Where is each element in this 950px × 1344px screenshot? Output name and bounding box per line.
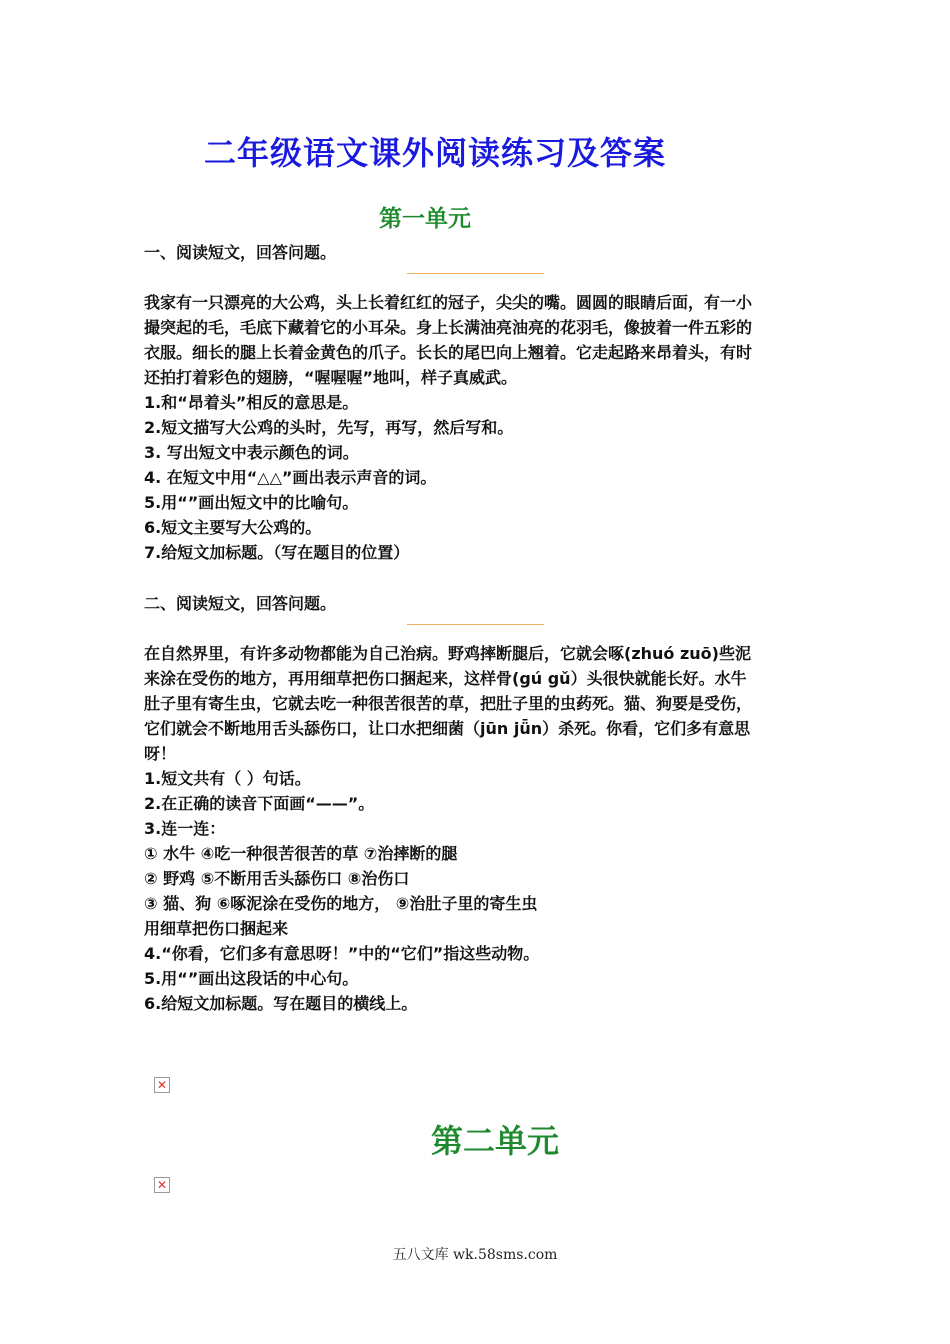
question-item: 5.用“”画出短文中的比喻句。: [144, 493, 359, 512]
question-item: 5.用“”画出这段话的中心句。: [144, 969, 359, 988]
question-item: 1.和“昂着头”相反的意思是。: [144, 393, 359, 412]
document-title: 二年级语文课外阅读练习及答案: [203, 134, 666, 172]
document-body: [144, 240, 812, 1016]
unit-two-heading: 第二单元: [430, 1122, 559, 1160]
question-item: 6.给短文加标题。写在题目的横线上。: [144, 994, 418, 1013]
passage-line: 它们就会不断地用舌头舔伤口，让口水把细菌（jūn jǖn）杀死。你看，它们多有意思: [144, 719, 751, 738]
passage-line: 撮突起的毛，毛底下藏着它的小耳朵。身上长满油亮油亮的花羽毛，像披着一件五彩的: [144, 318, 753, 337]
passage-line: 我家有一只漂亮的大公鸡，头上长着红红的冠子，尖尖的嘴。圆圆的眼睛后面，有一小: [144, 293, 753, 312]
question-item: 2.在正确的读音下面画“——”。: [144, 794, 375, 813]
section-one-passage: [144, 290, 812, 390]
section-two-passage: [144, 641, 812, 766]
title-blank-line: [407, 624, 544, 625]
section-one-questions: [144, 390, 812, 565]
question-item: 3. 写出短文中表示颜色的词。: [144, 443, 359, 462]
question-item: 4. 在短文中用“△△”画出表示声音的词。: [144, 468, 437, 487]
question-item: 7.给短文加标题。（写在题目的位置）: [144, 543, 410, 562]
passage-line: 来涂在受伤的地方，再用细草把伤口捆起来，这样骨(gú gǔ）头很快就能长好。水牛: [144, 669, 747, 688]
passage-line: 衣服。细长的腿上长着金黄色的爪子。长长的尾巴向上翘着。它走起路来昂着头，有时: [144, 343, 753, 362]
question-item: 1.短文共有（ ）句话。: [144, 769, 311, 788]
section-two-heading: 二、阅读短文，回答问题。: [144, 594, 337, 613]
matching-row: ③ 猫、狗 ⑥啄泥涂在受伤的地方， ⑨治肚子里的寄生虫: [144, 894, 538, 913]
passage-line: 在自然界里，有许多动物都能为自己治病。野鸡摔断腿后，它就会啄(zhuó zuō)些泥: [144, 644, 751, 663]
title-blank-line: [407, 273, 544, 274]
question-item: 4.“你看，它们多有意思呀！”中的“它们”指这些动物。: [144, 944, 540, 963]
question-item: 2.短文描写大公鸡的头时，先写，再写，然后写和。: [144, 418, 514, 437]
broken-image-icon: ✕: [154, 1077, 170, 1093]
section-two-questions: [144, 766, 812, 1016]
footer-watermark: 五八文库 wk.58sms.com: [392, 1247, 558, 1263]
matching-row: ① 水牛 ④吃一种很苦很苦的草 ⑦治摔断的腿: [144, 844, 458, 863]
unit-one-heading: 第一单元: [379, 206, 471, 232]
passage-line: 肚子里有寄生虫，它就去吃一种很苦很苦的草，把肚子里的虫药死。猫、狗要是受伤，: [144, 694, 753, 713]
broken-image-icon: ✕: [154, 1177, 170, 1193]
question-item: 6.短文主要写大公鸡的。: [144, 518, 322, 537]
section-one-heading: 一、阅读短文，回答问题。: [144, 243, 337, 262]
passage-line: 还拍打着彩色的翅膀，“喔喔喔”地叫，样子真威武。: [144, 368, 518, 387]
matching-row: 用细草把伤口捆起来: [144, 919, 289, 938]
matching-row: ② 野鸡 ⑤不断用舌头舔伤口 ⑧治伤口: [144, 869, 410, 888]
passage-line: 呀！: [144, 744, 177, 763]
question-item: 3.连一连：: [144, 819, 226, 838]
